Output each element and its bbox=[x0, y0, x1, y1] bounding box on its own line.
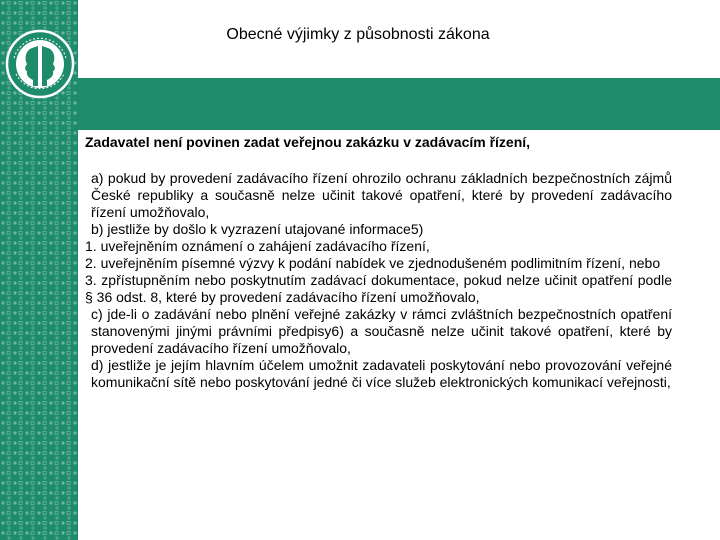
list-item-c: c) jde-li o zadávání nebo plnění veřejné zakázky v rámci zvláštních bezpečnostních opatření stanovenými jinými právními předpisy6) a současně nelze učinit takové opatření, které by provedení zadávacího řízení umožňovalo, bbox=[91, 306, 672, 356]
main-content bbox=[85, 134, 672, 391]
list-item-b1: 1. uveřejněním oznámení o zahájení zadávacího řízení, bbox=[85, 238, 430, 254]
lead-paragraph: Zadavatel není povinen zadat veřejnou zakázku v zadávacím řízení, bbox=[85, 134, 531, 150]
page-title: Obecné výjimky z působnosti zákona bbox=[226, 26, 490, 43]
university-seal-logo bbox=[2, 0, 78, 126]
list-item-a: a) pokud by provedení zadávacího řízení ohrozilo ochranu základních bezpečnostních zájmů České republiky a současně nelze učinit takové opatření, které by provedení zadávacího řízení umožňovalo, bbox=[91, 170, 672, 220]
sidebar-panel bbox=[0, 0, 78, 540]
list-item-b: b) jestliže by došlo k vyzrazení utajované informace5) bbox=[91, 221, 424, 237]
list-item-b2: 2. uveřejněním písemné výzvy k podání nabídek ve zjednodušeném podlimitním řízení, nebo bbox=[85, 255, 661, 271]
header-band bbox=[78, 78, 720, 130]
list-item-d: d) jestliže je jejím hlavním účelem umožnit zadavateli poskytování nebo provozování veřejné komunikační sítě nebo poskytování jedné či více služeb elektronických komunikací veřejnosti, bbox=[91, 357, 672, 390]
list-item-b3: 3. zpřístupněním nebo poskytnutím zadávací dokumentace, pokud nelze učinit opatření podle § 36 odst. 8, které by provedení zadávacího řízení umožňovalo, bbox=[85, 272, 672, 305]
